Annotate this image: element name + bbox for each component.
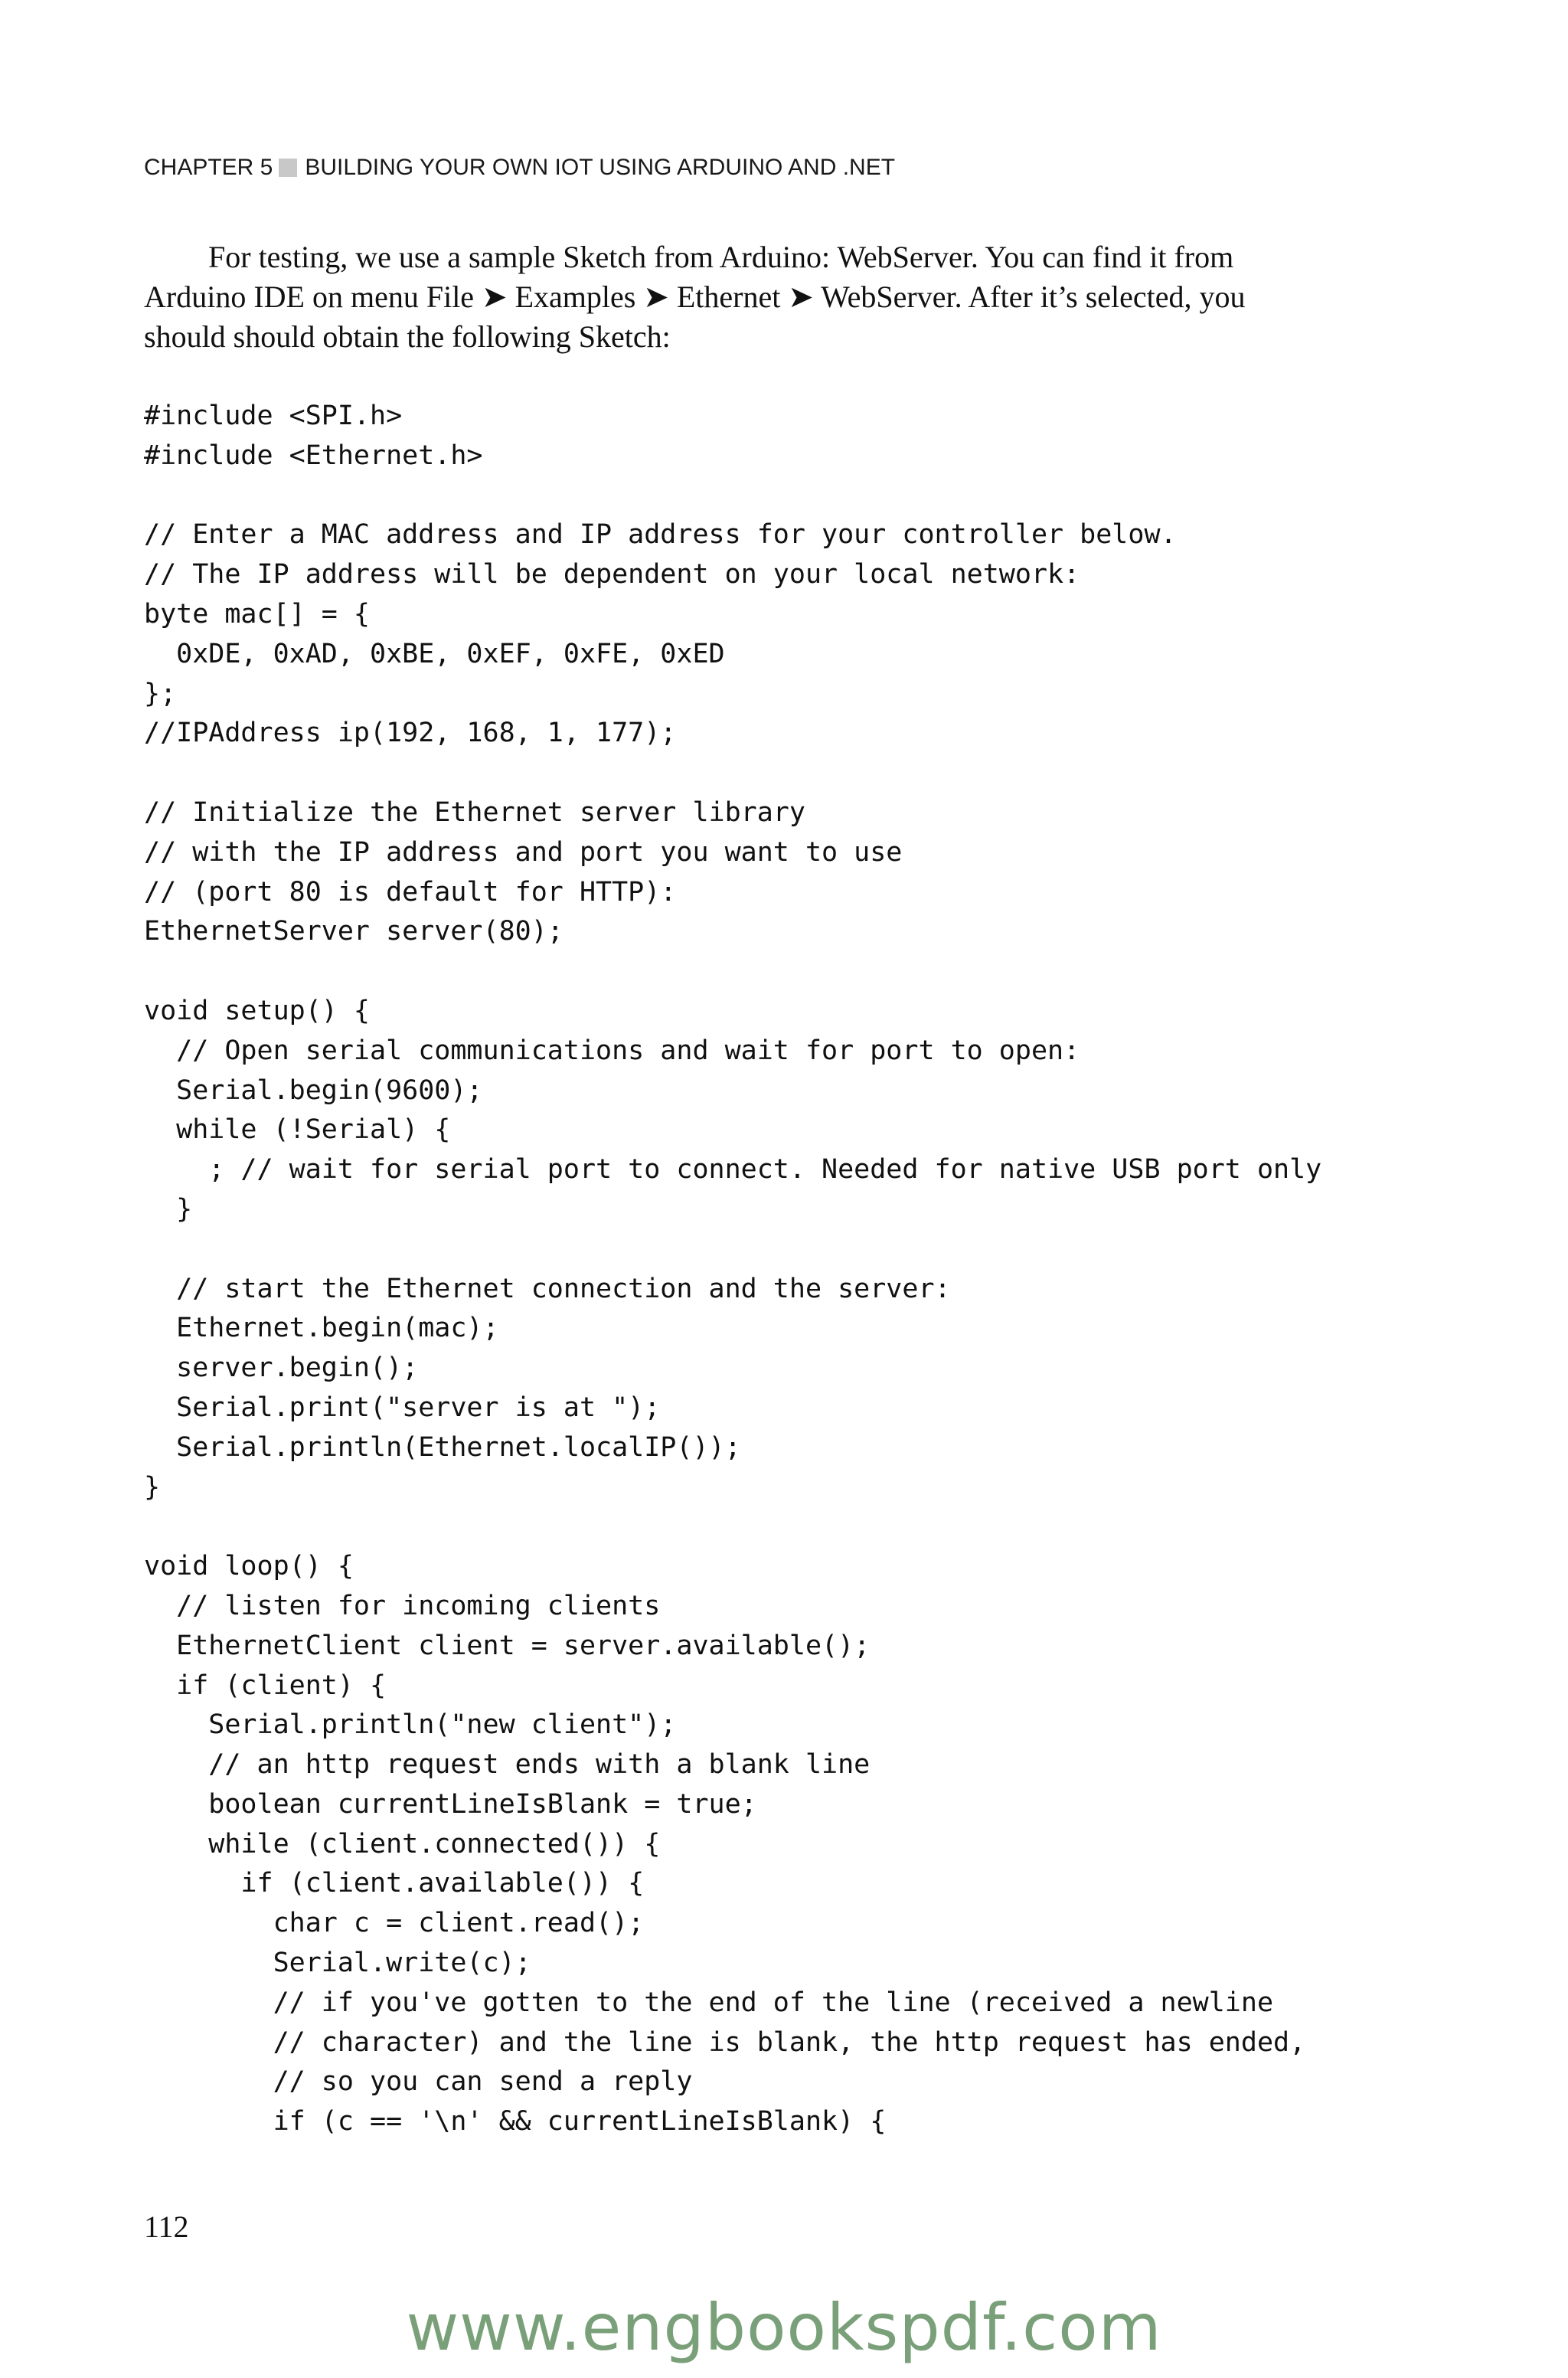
code-line: // an http request ends with a blank line [144,1749,871,1781]
watermark-link[interactable]: www.engbookspdf.com [406,2290,1162,2365]
code-line: byte mac[] = { [144,598,371,630]
code-line: Serial.println("new client"); [144,1709,677,1741]
code-line: Ethernet.begin(mac); [144,1313,499,1344]
code-line: // The IP address will be dependent on your local network: [144,559,1080,590]
code-line: // Initialize the Ethernet server library [144,796,805,828]
code-line: char c = client.read(); [144,1908,645,1939]
intro-line: Arduino IDE on menu File ➤ Examples ➤ Ethernet ➤ WebServer. After it’s selected, you [144,280,1246,314]
code-line: boolean currentLineIsBlank = true; [144,1788,757,1820]
code-line: //IPAddress ip(192, 168, 1, 177); [144,718,677,749]
intro-line: For testing, we use a sample Sketch from Arduino: WebServer. You can find it from [208,240,1234,274]
intro-paragraph [144,237,1361,357]
running-header [144,155,895,181]
code-line: if (client) { [144,1670,387,1701]
code-line: // start the Ethernet connection and the server: [144,1273,951,1304]
code-line: // with the IP address and port you want to use [144,836,903,868]
code-listing [144,397,1321,2142]
intro-line: should should obtain the following Sketch: [144,319,671,354]
code-line [144,1230,1321,1270]
code-line [144,952,1321,992]
code-line: }; [144,678,177,709]
code-line: server.begin(); [144,1353,419,1384]
separator-square-icon [279,159,297,177]
code-line: while (client.connected()) { [144,1828,661,1860]
code-line: #include <Ethernet.h> [144,440,483,471]
code-line: Serial.print("server is at "); [144,1392,661,1423]
page-number: 112 [144,2210,189,2244]
code-line: // character) and the line is blank, the http request has ended, [144,2026,1306,2058]
code-line: // so you can send a reply [144,2066,693,2098]
code-line [144,1507,1321,1547]
chapter-label: CHAPTER 5 [144,155,273,180]
code-line: Serial.println(Ethernet.localIP()); [144,1431,741,1463]
code-line [144,754,1321,793]
code-line: Serial.begin(9600); [144,1075,483,1106]
code-line: // Open serial communications and wait for port to open: [144,1035,1080,1066]
code-line: } [144,1193,193,1225]
code-line: EthernetServer server(80); [144,916,564,947]
code-line: ; // wait for serial port to connect. Needed for native USB port only [144,1154,1322,1186]
code-line: #include <SPI.h> [144,401,403,431]
code-line: // listen for incoming clients [144,1590,661,1621]
code-line: EthernetClient client = server.available(); [144,1630,871,1661]
code-line: // (port 80 is default for HTTP): [144,876,677,908]
code-line: // if you've gotten to the end of the line (received a newline [144,1987,1274,2018]
code-line: if (client.available()) { [144,1868,645,1899]
code-line: 0xDE, 0xAD, 0xBE, 0xEF, 0xFE, 0xED [144,638,725,669]
code-line: Serial.write(c); [144,1948,531,1979]
code-line: if (c == '\n' && currentLineIsBlank) { [144,2106,887,2138]
code-line: void loop() { [144,1551,354,1582]
code-line: void setup() { [144,995,371,1026]
code-line: // Enter a MAC address and IP address for your controller below. [144,519,1177,551]
code-line: while (!Serial) { [144,1114,451,1146]
chapter-title: BUILDING YOUR OWN IOT USING ARDUINO AND .NET [305,155,896,180]
code-line: } [144,1471,161,1503]
code-line [144,476,1321,516]
